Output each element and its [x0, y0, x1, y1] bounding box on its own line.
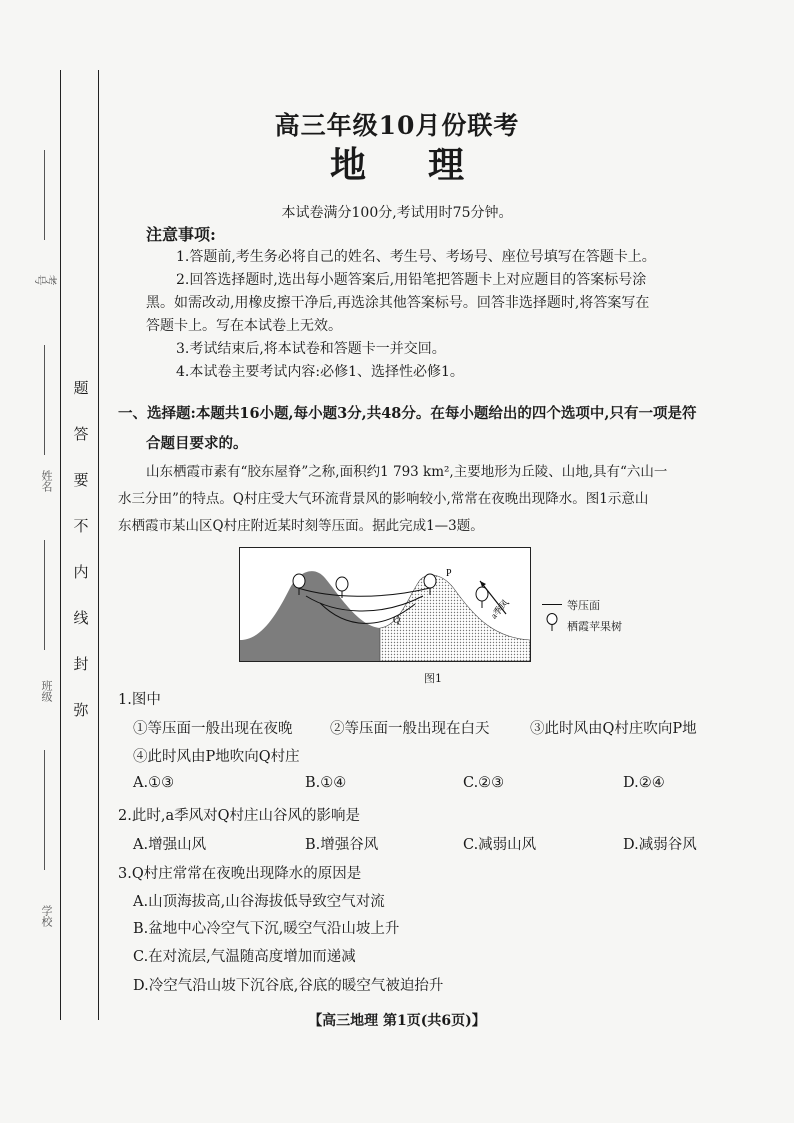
question-1-statement-3: ③此时风由Q村庄吹向P地 — [530, 721, 697, 737]
notice-item-2: 2.回答选择题时,选出每小题答案后,用铅笔把答题卡上对应题目的答案标号涂 — [176, 272, 647, 288]
question-2-stem: 2.此时,a季风对Q村庄山谷风的影响是 — [118, 808, 360, 824]
seal-char: 不 — [73, 517, 89, 535]
blank-line-2 — [44, 345, 45, 455]
seal-char: 内 — [73, 563, 89, 581]
question-1-statement-1: ①等压面一般出现在夜晚 — [133, 721, 293, 737]
figure-caption: 图1 — [424, 672, 442, 685]
notice-item-3: 3.考试结束后,将本试卷和答题卡一并交回。 — [176, 341, 446, 357]
subject-title: 地理 — [329, 144, 526, 186]
side-label-kaohao: 考号 — [35, 273, 57, 286]
passage-line-2: 水三分田”的特点。Q村庄受大气环流背景风的影响较小,常常在夜晚出现降水。图1示意山 — [118, 491, 649, 507]
seal-warning — [70, 365, 92, 733]
blank-line-4 — [44, 750, 45, 870]
side-label-class: 班级 — [40, 680, 53, 702]
question-1-stem: 1.图中 — [118, 692, 161, 708]
question-1-option-d: D.②④ — [623, 775, 665, 791]
notice-item-2-cont: 黑。如需改动,用橡皮擦干净后,再选涂其他答案标号。回答非选择题时,将答案写在 — [146, 295, 650, 311]
question-3-option-a: A.山顶海拔高,山谷海拔低导致空气对流 — [133, 894, 385, 910]
question-1-statement-2: ②等压面一般出现在白天 — [330, 721, 490, 737]
legend-isobar-symbol — [542, 604, 562, 605]
section-heading-cont: 合题目要求的。 — [146, 435, 248, 452]
isobar-svg — [240, 548, 530, 661]
passage-line-1: 山东栖霞市素有“胶东屋脊”之称,面积约1 793 km²,主要地形为丘陵、山地,具有“六山一 — [146, 464, 668, 480]
side-label-school: 学校 — [40, 905, 53, 927]
notice-item-2-end: 答题卡上。写在本试卷上无效。 — [146, 318, 342, 334]
wind-arrowhead — [480, 581, 486, 587]
label-p: P — [446, 568, 452, 579]
notice-heading: 注意事项: — [146, 225, 216, 244]
question-1-option-a: A.①③ — [133, 775, 175, 791]
notice-item-1: 1.答题前,考生务必将自己的姓名、考生号、考场号、座位号填写在答题卡上。 — [176, 249, 656, 265]
question-2-option-a: A.增强山风 — [133, 837, 207, 853]
exam-title: 高三年级10月份联考 — [274, 111, 520, 140]
question-2-option-d: D.减弱谷风 — [623, 837, 697, 853]
seal-char: 弥 — [73, 701, 89, 719]
question-2-option-b: B.增强谷风 — [305, 837, 379, 853]
label-q: Q — [393, 615, 401, 626]
question-3-option-c: C.在对流层,气温随高度增加而递减 — [133, 949, 356, 965]
notice-item-4: 4.本试卷主要考试内容:必修1、选择性必修1。 — [176, 364, 464, 380]
question-3-stem: 3.Q村庄常常在夜晚出现降水的原因是 — [118, 866, 362, 882]
page-footer: 【高三地理 第1页(共6页)】 — [308, 1013, 486, 1029]
question-2-option-c: C.减弱山风 — [463, 837, 537, 853]
isobar-diagram — [239, 547, 531, 662]
question-1-statement-4: ④此时风由P地吹向Q村庄 — [133, 749, 300, 765]
question-3-option-d: D.冷空气沿山坡下沉谷底,谷底的暖空气被迫抬升 — [133, 978, 444, 994]
seal-char: 要 — [73, 471, 89, 489]
question-1-option-c: C.②③ — [463, 775, 505, 791]
passage-line-3: 东栖霞市某山区Q村庄附近某时刻等压面。据此完成1—3题。 — [118, 518, 484, 534]
legend-tree-label: 栖霞苹果树 — [567, 620, 622, 633]
seal-char: 封 — [73, 655, 89, 673]
question-3-option-b: B.盆地中心冷空气下沉,暖空气沿山坡上升 — [133, 921, 400, 937]
right-mountain — [380, 575, 530, 661]
wind-label: a季风 — [488, 597, 511, 621]
legend-tree-icon — [545, 613, 559, 633]
seal-char: 答 — [73, 425, 89, 443]
exam-meta: 本试卷满分100分,考试用时75分钟。 — [281, 205, 513, 221]
legend-isobar-label: 等压面 — [567, 599, 600, 612]
section-heading: 一、选择题:本题共16小题,每小题3分,共48分。在每小题给出的四个选项中,只有一项是符 — [118, 405, 697, 422]
left-mountain — [240, 571, 380, 661]
seal-char: 题 — [73, 379, 89, 397]
side-label-name: 姓名 — [40, 470, 53, 492]
blank-line-3 — [44, 540, 45, 650]
seal-char: 线 — [73, 609, 89, 627]
question-1-option-b: B.①④ — [305, 775, 347, 791]
